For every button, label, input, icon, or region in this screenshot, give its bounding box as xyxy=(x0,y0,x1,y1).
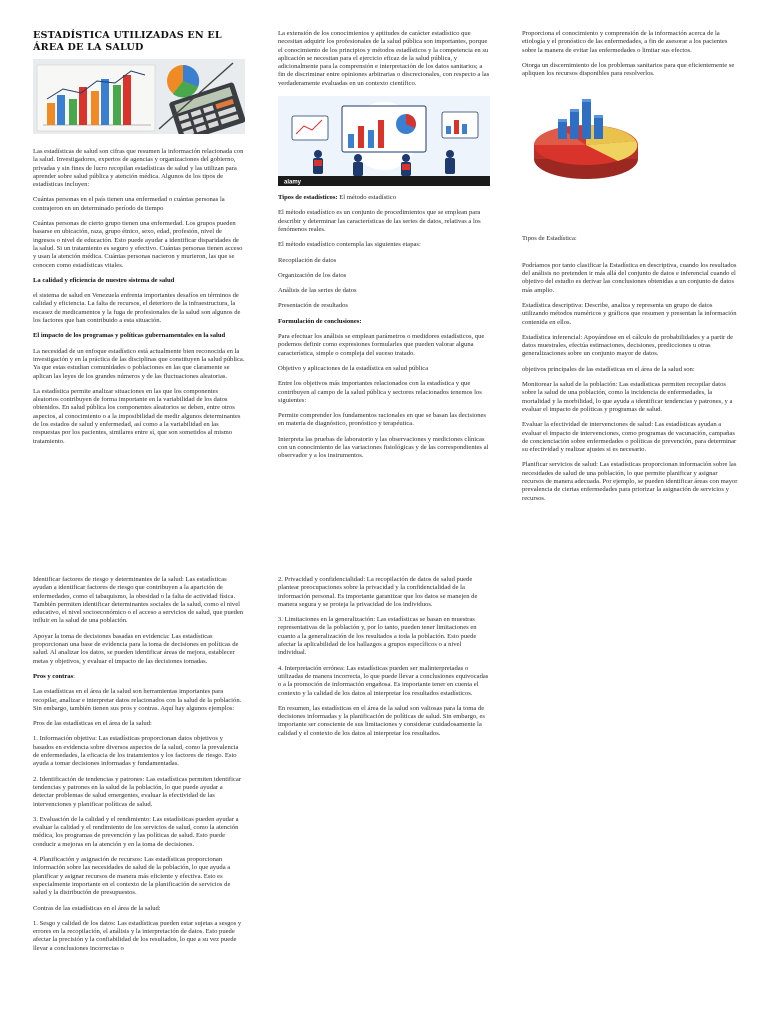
column-4 xyxy=(33,576,245,960)
section-heading: Formulación de conclusiones: xyxy=(278,317,362,325)
paragraph: El método estadístico xyxy=(337,194,397,202)
list-item: 4. Interpretación errónea: Las estadísticas pueden ser malinterpretadas o utilizadas de manera incorrecta, lo que puede llevar a conclusiones equivocadas o a la promoción de información engañosa. Es importante tener en cuenta el contexto y la calidad de los datos al interpretar los resultados estadísticos. xyxy=(278,664,489,697)
paragraph: el sistema de salud en Venezuela enfrenta importantes desafíos en términos de calidad y eficiencia. La falta de recursos, el deterioro de la infraestructura, la escasez de medicamentos y la fuga de profesionales de la salud son algunos de los factores que han contribuido a esta situación. xyxy=(33,292,241,325)
3d-pie-chart-image xyxy=(526,85,646,195)
column-2 xyxy=(278,30,490,468)
list-item: Presentación de resultados xyxy=(278,302,348,310)
paragraph: Otorga un discernimiento de los problemas sanitarios para que eficientemente se apliquen los recursos disponibles para resolverlos. xyxy=(522,61,735,78)
paragraph: Entre los objetivos más importantes relacionados con la estadística y que contribuyen al campo de la salud pública y sectores relacionados tenemos los siguientes: xyxy=(278,380,482,404)
paragraph: Objetivo y aplicaciones de la estadística en salud pública xyxy=(278,364,429,372)
section-heading: Pros y contras xyxy=(33,672,74,680)
paragraph: Cuántas personas de cierto grupo tienen una enfermedad. Los grupos pueden basarse en ubicación, raza, grupo étnico, sexo, edad, profesión, nivel de ingresos o nivel de educación. Esto puede ayudar a identificar disparidades de la salud. Si un tratamiento es seguro y efectivo. Cuántas personas tienen acceso y usan la atención médica. Cuántas personas nacieron y murieron, las que se conocen como estadísticas vitales. xyxy=(33,220,243,269)
paragraph: La necesidad de un enfoque estadístico está actualmente bien reconocida en la investigación y en la práctica de las disciplinas que constituyen la salud pública. Ya que estas estudian comunidades o poblaciones en las que claramente se aplican las leyes de los grandes números y de las fluctuaciones aleatorias. xyxy=(33,347,245,380)
paragraph: : xyxy=(73,672,76,680)
section-heading: La calidad y eficiencia de nuestro sistema de salud xyxy=(33,276,175,284)
paragraph: En resumen, las estadísticas en el área de la salud son valiosas para la toma de decisiones informadas y la planificación de políticas de salud. Sin embargo, es importante ser consciente de sus limitaciones y considerar cuidadosamente la calidad y el contexto de los datos al interpretar los resultados. xyxy=(278,704,485,737)
list-item: 1. Sesgo y calidad de los datos: Las estadísticas pueden estar sujetas a sesgos y errores en la recopilación, el análisis y la interpretación de datos. Esto puede afectar la precisión y la confiabilidad de los resultados, lo que a su vez puede llevar a conclusiones incorrectas o xyxy=(33,919,242,952)
section-heading: El impacto de los programas y políticas gubernamentales en la salud xyxy=(33,332,226,340)
paragraph: Tipos de Estadística: xyxy=(522,235,577,243)
list-item: 2. Identificación de tendencias y patrones: Las estadísticas permiten identificar tendencias y patrones en la salud de la población, lo que puede ayudar a detectar problemas de salud emergentes, evaluar la efectividad de las intervenciones y planificar políticas de salud. xyxy=(33,775,241,808)
paragraph: Planificar servicios de salud: Las estadísticas proporcionan información sobre las necesidades de salud de una población, lo que permite planificar y asignar recursos de manera adecuada. Por ejemplo, se pueden identificar áreas con mayor prevalencia de ciertas enfermedades para priorizar la asignación de servicios y recursos. xyxy=(522,461,738,502)
paragraph: La estadística permite analizar situaciones en las que los componentes aleatorios contribuyen de forma importante en la variabilidad de los datos obtenidos. En salud pública los componentes aleatorios se deben, entre otros aspectos, al conocimiento o a la imposibilidad de medir algunos determinantes de los estados de salud y enfermedad, así como a la variabilidad en las respuestas por los pacientes, similares entre sí, que son sometidos al mismo tratamiento. xyxy=(33,387,241,445)
column-1 xyxy=(33,30,245,453)
paragraph: Apoyar la toma de decisiones basadas en evidencia: Las estadísticas proporcionan una base de evidencia para la toma de decisiones en políticas de salud. Al analizar los datos, se pueden identificar áreas de mejora, establecer metas y objetivos, y evaluar el impacto de las decisiones tomadas. xyxy=(33,632,239,665)
column-3 xyxy=(522,30,740,510)
paragraph: Cuántas personas en el país tienen una enfermedad o cuántas personas la contrajeron en un determinado período de tiempo xyxy=(33,196,225,212)
paragraph: Monitorear la salud de la población: Las estadísticas permiten recopilar datos sobre la salud de una población, como la incidencia de enfermedades, la mortalidad y la morbilidad, lo que ayuda a identificar tendencias y patrones, y a evaluar el impacto de políticas y programas de salud. xyxy=(522,381,733,413)
paragraph: Evaluar la efectividad de intervenciones de salud: Las estadísticas ayudan a evaluar el impacto de intervenciones, como programas de vacunación, campañas de concienciación sobre enfermedades o políticas de prevención, para determinar su efectividad y realizar ajustes si es necesario. xyxy=(522,421,737,454)
list-item: Recopilación de datos xyxy=(278,256,337,264)
list-item: 1. Información objetiva: Las estadísticas proporcionan datos objetivos y basados en evidencia sobre diversos aspectos de la salud, como la prevalencia de enfermedades, la eficacia de los tratamientos y los factores de riesgo. Esto ayuda a tomar decisiones informadas y fundamentadas. xyxy=(33,735,239,768)
column-5 xyxy=(278,576,490,745)
list-item: 4. Planificación y asignación de recursos: Las estadísticas proporcionan información sobre las necesidades de salud de la población, lo que ayuda a planificar y asignar recursos de manera más eficiente y efectiva. Esto es especialmente importante en el contexto de la planificación de servicios de salud y la distribución de presupuestos. xyxy=(33,856,231,897)
paragraph: Interpreta las pruebas de laboratorio y las observaciones y mediciones clínicas con un conocimiento de las variaciones fisiológicas y de las correspondientes al observador y a los instrumentos. xyxy=(278,435,489,460)
list-item: 2. Privacidad y confidencialidad: La recopilación de datos de salud puede plantear preocupaciones sobre la privacidad y la confidencialidad de la información personal. Es importante garantizar que los datos se manejen de manera segura y se proteja la privacidad de los individuos. xyxy=(278,576,478,608)
paragraph: Las estadísticas de salud son cifras que resumen la información relacionada con la salud. Investigadores, expertos de agencias y organizaciones del gobierno, privadas y sin fines de lucro recopilan estadísticas de salud y las utilizan para aprender sobre salud pública y atención médica. Algunos de los tipos de estadísticas incluyen: xyxy=(33,148,244,189)
paragraph: El método estadístico contempla las siguientes etapas: xyxy=(278,241,421,249)
paragraph: Podríamos por tanto clasificar la Estadística en descriptiva, cuando los resultados del análisis no pretenden ir más allá del conjunto de datos e inferencial cuando el objetivo del estudio es derivar las conclusiones obtenidas a un conjunto de datos más amplio. xyxy=(522,261,737,294)
paragraph: objetivos principales de las estadísticas en el área de la salud son: xyxy=(522,365,695,373)
section-heading: Tipos de estadísticos: xyxy=(278,194,338,202)
paragraph: Pros de las estadísticas en el área de la salud: xyxy=(33,720,152,728)
charts-calculator-image xyxy=(33,59,245,134)
list-item: Organización de los datos xyxy=(278,271,347,279)
list-item: Análisis de las series de datos xyxy=(278,287,357,295)
watermark-brand: alamy xyxy=(284,179,302,186)
paragraph: La extensión de los conocimientos y aptitudes de carácter estadístico que necesitan adquirir los profesionales de la salud pública son importantes, porque el conocimiento de los principios y métodos estadísticos y la competencia en su aplicación se necesitan para el ejercicio eficaz de la salud pública, y adicionalmente para la comprensión e interpretación de los datos sanitarios; a fin de discriminar entre opiniones arbitrarias o discrecionales, con respecto a las verdaderamente evaluadas en un contexto científico. xyxy=(278,30,490,87)
paragraph: Proporciona el conocimiento y comprensión de la información acerca de la etiología y el pronóstico de las enfermedades, a fin de asesorar a los pacientes sobre la manera de evitar las enfermedades o limitar sus efectos. xyxy=(522,30,728,54)
paragraph: Estadística descriptiva: Describe, analiza y representa un grupo de datos utilizando métodos numéricos y gráficos que resumen y presentan la información contenida en ellos. xyxy=(522,301,737,326)
paragraph: Las estadísticas en el área de la salud son herramientas importantes para recopilar, analizar e interpretar datos relacionados con la salud de la población. Sin embargo, también tienen sus pros y contras. Aquí hay algunos ejemplos: xyxy=(33,688,242,712)
data-analysts-illustration xyxy=(278,96,490,186)
list-item: 3. Evaluación de la calidad y el rendimiento: Las estadísticas pueden ayudar a evaluar la calidad y el rendimiento de los servicios de salud, como la atención médica, los programas de prevención y las políticas de salud. Esto puede conducir a mejoras en la atención y en la toma de decisiones. xyxy=(33,815,239,848)
list-item: 3. Limitaciones en la generalización: Las estadísticas se basan en muestras representativas de la población y, por lo tanto, pueden tener limitaciones en cuanto a la generalización de los resultados a toda la población. Esto puede afectar la aplicabilidad de los hallazgos a grupos específicos o a nivel individual. xyxy=(278,616,477,657)
paragraph: Permite comprender los fundamentos racionales en que se basan las decisiones en materia de diagnóstico, pronóstico y terapéutica. xyxy=(278,412,487,428)
paragraph: Para efectuar los análisis se emplean parámetros o medidores estadísticos, que podemos definir como expresiones formularles que pueden valorar alguna característica, simple o compleja del suceso tratado. xyxy=(278,333,485,357)
paragraph: Identificar factores de riesgo y determinantes de la salud: Las estadísticas ayudan a identificar factores de riesgo que contribuyen a la aparición de enfermedades, como el tabaquismo, la obesidad o la falta de actividad física. También permiten identificar determinantes sociales de la salud, como el nivel educativo, el nivel socioeconómico o el acceso a servicios de salud, que pueden influir en la salud de una población. xyxy=(33,576,244,625)
paragraph: El método estadístico es un conjunto de procedimientos que se emplean para describir y determinar las características de las series de datos, relativas a los fenómenos reales. xyxy=(278,209,481,233)
paragraph: Contras de las estadísticas en el área de la salud: xyxy=(33,904,161,912)
document-title: ESTADÍSTICA UTILIZADAS EN EL ÁREA DE LA SALUD xyxy=(33,30,222,53)
paragraph: Estadística inferencial: Apoyándose en el cálculo de probabilidades y a partir de datos muestrales, efectúa estimaciones, decisiones, predicciones u otras generalizaciones sobre un conjunto mayor de datos. xyxy=(522,333,734,358)
